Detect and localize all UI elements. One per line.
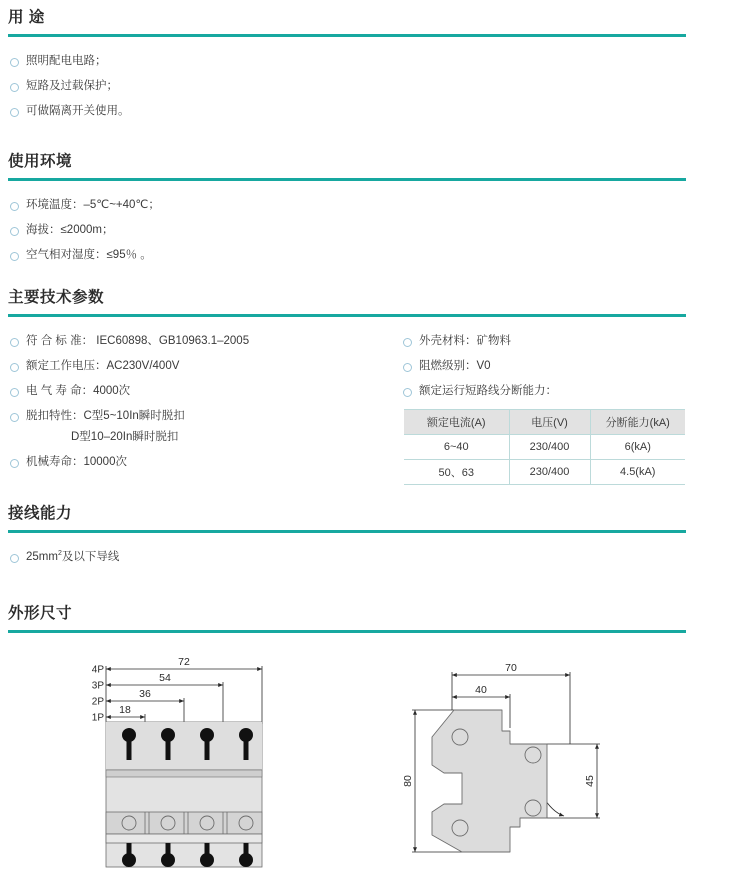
environment-bullet-list <box>0 198 746 263</box>
circle-bullet-icon <box>10 388 19 397</box>
circle-bullet-icon <box>10 83 19 92</box>
section-title-usage: 用 途 <box>8 9 45 26</box>
section-tech-params <box>0 288 746 487</box>
circle-bullet-icon <box>10 338 19 347</box>
breaking-capacity-table <box>404 409 685 485</box>
table-header-cell: 电压(V) <box>509 410 590 435</box>
dimension-label: 40 <box>475 684 487 696</box>
section-usage <box>0 8 746 129</box>
list-item-label: 额定运行短路线分断能力： <box>419 385 557 397</box>
dimension-label: 36 <box>139 688 151 700</box>
breaker-front-body <box>106 722 262 867</box>
wire-size-superscript: 2 <box>57 550 62 558</box>
circle-bullet-icon <box>403 363 412 372</box>
list-item-label: 电 气 寿 命：4000次 <box>26 385 131 397</box>
list-item-label: 短路及过载保护； <box>26 80 118 92</box>
list-item-label: 符 合 标 准： IEC60898、GB10963.1–2005 <box>26 335 250 347</box>
list-item-label: 海拔：≤2000m； <box>26 224 114 236</box>
circle-bullet-icon <box>10 202 19 211</box>
section-title-wiring-capacity: 接线能力 <box>8 505 73 522</box>
table-header-row <box>404 410 685 435</box>
section-rule-dimensions <box>8 630 686 633</box>
list-item <box>403 384 746 399</box>
front-dimension-labels <box>119 656 190 716</box>
side-view-svg <box>392 652 642 882</box>
circle-bullet-icon <box>10 108 19 117</box>
wire-size-value: 25mm <box>26 551 58 563</box>
tech-left-bullet-list <box>0 334 390 470</box>
dimension-label: 18 <box>119 704 131 716</box>
list-item-label: 照明配电电路； <box>26 55 107 67</box>
breaker-side-profile <box>432 710 547 852</box>
list-item <box>10 334 390 349</box>
table-cell: 230/400 <box>509 460 590 485</box>
dimension-label: 45 <box>584 775 596 787</box>
list-item-label: 脱扣特性：C型5~10In瞬时脱扣 <box>26 410 185 422</box>
dimension-label: 80 <box>402 775 414 787</box>
tech-params-left-column <box>0 334 390 480</box>
table-cell: 6(kA) <box>590 435 685 460</box>
table-cell: 230/400 <box>509 435 590 460</box>
list-item-label <box>26 550 119 565</box>
list-item <box>10 79 746 94</box>
list-item <box>10 198 746 213</box>
pole-label: 2P <box>91 696 104 708</box>
list-item <box>10 359 390 374</box>
list-item-label: 外壳材料：矿物料 <box>419 335 511 347</box>
circle-bullet-icon <box>403 388 412 397</box>
tech-params-right-column <box>393 334 746 485</box>
list-item-label: 可做隔离开关使用。 <box>26 105 130 117</box>
table-cell: 4.5(kA) <box>590 460 685 485</box>
list-item-label: 环境温度：–5℃~+40℃； <box>26 199 160 211</box>
list-item <box>10 223 746 238</box>
tech-params-columns <box>0 317 746 487</box>
pole-labels <box>92 665 105 724</box>
dimension-label: 72 <box>178 656 190 668</box>
circle-bullet-icon <box>10 459 19 468</box>
circle-bullet-icon <box>10 252 19 261</box>
table-row <box>404 460 685 485</box>
list-item-label: 额定工作电压：AC230V/400V <box>26 360 180 372</box>
section-title-tech-params: 主要技术参数 <box>8 289 105 306</box>
wire-size-suffix: 及以下导线 <box>61 551 120 563</box>
pole-label: 3P <box>91 680 104 692</box>
circle-bullet-icon <box>10 227 19 236</box>
usage-bullet-list <box>0 54 746 119</box>
section-dimensions <box>0 604 746 633</box>
list-item <box>10 409 390 424</box>
list-item <box>10 104 746 119</box>
circle-bullet-icon <box>403 338 412 347</box>
list-item <box>10 384 390 399</box>
pole-label: 4P <box>91 664 104 676</box>
section-title-environment: 使用环境 <box>8 153 73 170</box>
section-environment <box>0 152 746 273</box>
list-item <box>10 455 390 470</box>
trip-characteristic-second-line: D型10–20In瞬时脱扣 <box>71 431 179 443</box>
list-item-label: 机械寿命：10000次 <box>26 456 127 468</box>
dimension-drawings <box>0 652 746 882</box>
table-header-cell: 分断能力(kA) <box>590 410 685 435</box>
pole-label: 1P <box>91 712 104 724</box>
section-rule-usage <box>8 34 686 37</box>
table-row <box>404 435 685 460</box>
list-item-label: 空气相对湿度：≤95％ 。 <box>26 249 152 261</box>
circle-bullet-icon <box>10 363 19 372</box>
section-rule-wiring-capacity <box>8 530 686 533</box>
section-title-dimensions: 外形尺寸 <box>8 605 73 622</box>
circle-bullet-icon <box>10 413 19 422</box>
list-item-label: 阻燃级别：V0 <box>419 360 491 372</box>
list-item <box>403 334 746 349</box>
section-wiring-capacity <box>0 504 746 575</box>
list-item <box>10 54 746 69</box>
front-view-svg <box>78 652 288 882</box>
circle-bullet-icon <box>10 58 19 67</box>
table-cell: 6~40 <box>404 435 509 460</box>
list-item <box>10 248 746 263</box>
dimension-label: 54 <box>159 672 171 684</box>
dimension-label: 70 <box>505 662 517 674</box>
list-item <box>403 359 746 374</box>
wiring-bullet-list <box>0 550 746 565</box>
table-header-cell: 额定电流(A) <box>404 410 509 435</box>
table-cell: 50、63 <box>404 460 509 485</box>
tech-right-bullet-list <box>393 334 746 399</box>
circle-bullet-icon <box>10 554 19 563</box>
section-rule-environment <box>8 178 686 181</box>
front-view-drawing <box>78 652 288 882</box>
list-item <box>10 550 746 565</box>
side-view-drawing <box>392 652 642 882</box>
